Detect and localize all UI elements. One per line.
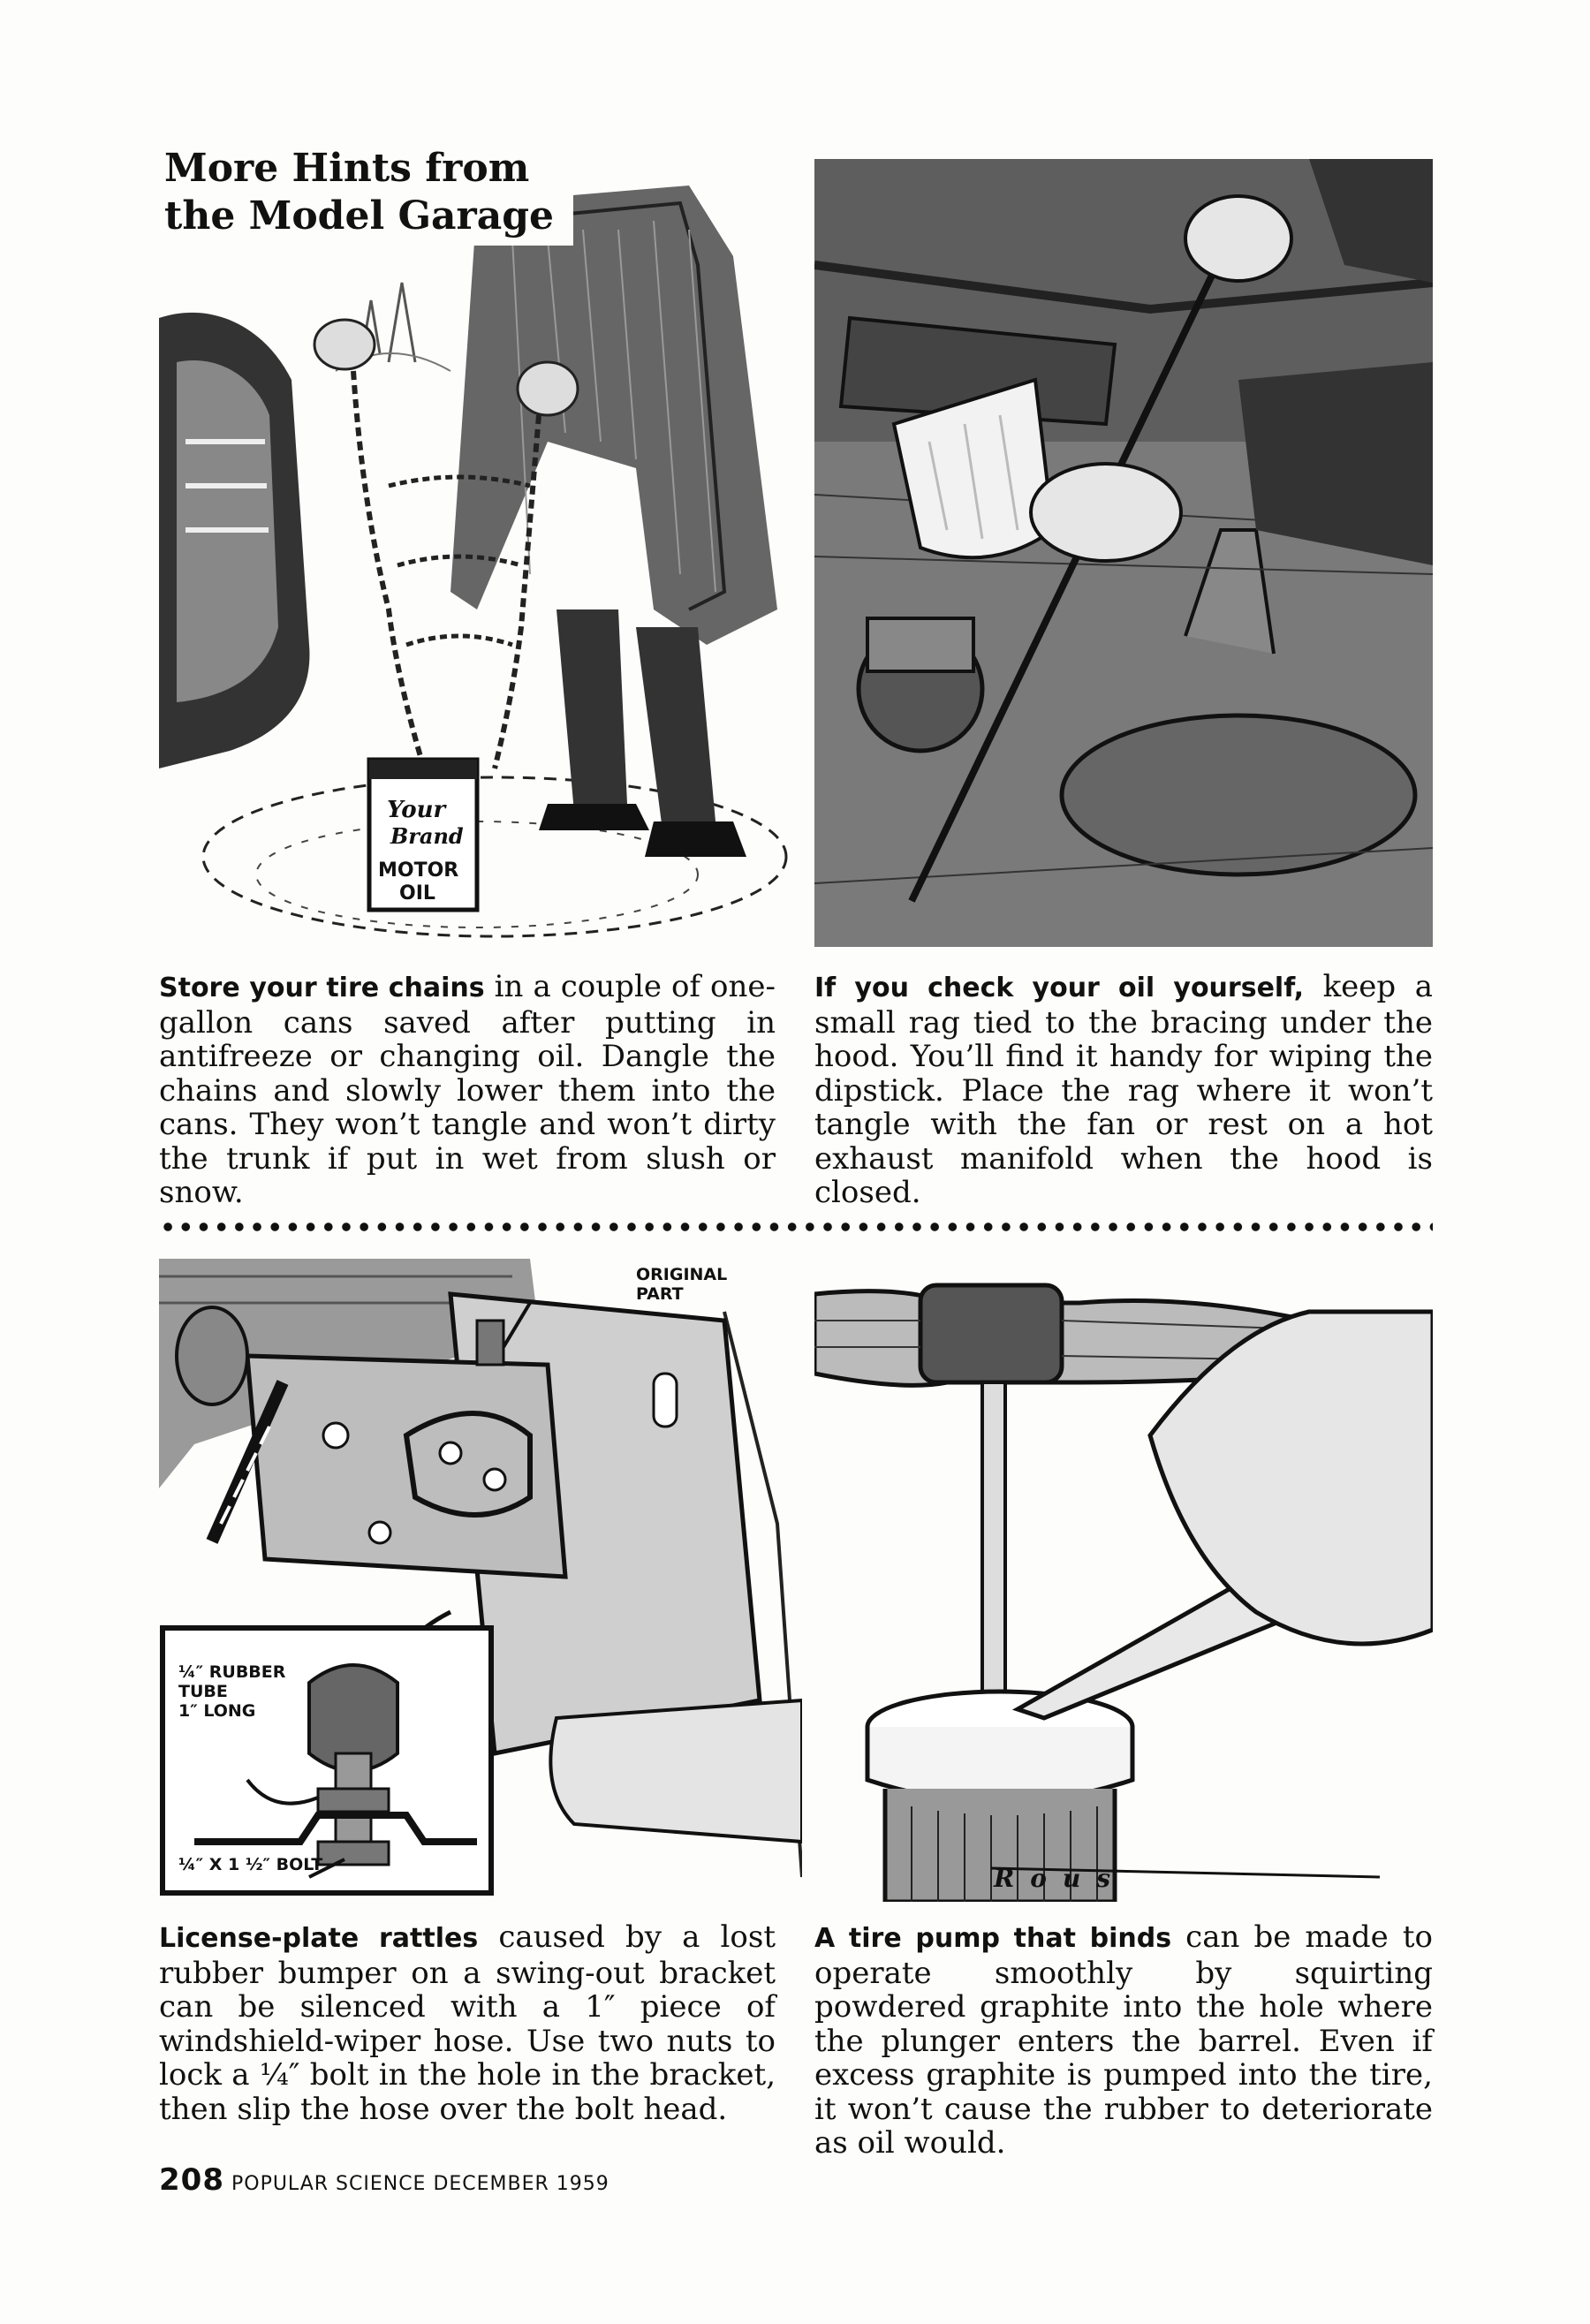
can-label-brand: Brand [390,823,464,849]
can-label-your: Your [387,797,446,823]
license-plate-illustration [159,1259,802,1902]
license-plate-caption [159,1920,776,2126]
page-title-line-2: the Model Garage [164,193,555,238]
license-plate-body: caused by a lost rubber bumper on a swing-out bracket can be silenced with a 1″ piece of windshield-wiper hose. Use two nuts to lock a ¼″ bolt in the hole in the bracket, then slip the hose over the bolt head. [159,1919,776,2127]
tire-pump-caption [814,1920,1433,2161]
can-label-oil: OIL [399,882,435,905]
oil-rag-drawing [814,159,1433,947]
oil-check-body: keep a small rag tied to the bracing under the hood. You’ll find it handy for wiping the dipstick. Place the rag where it won’t tangle with the fan or rest on a hot exhaust manifold when the hood is closed. [814,969,1433,1210]
tire-pump-illustration [814,1259,1433,1902]
publication-line: POPULAR SCIENCE DECEMBER 1959 [231,2173,610,2195]
page-title-line-1: More Hints from [164,146,530,191]
license-plate-lead: License-plate rattles [159,1923,479,1954]
tire-pump-lead: A tire pump that binds [814,1923,1172,1954]
tire-pump-drawing [814,1259,1433,1902]
can-label-motor: MOTOR [378,859,459,882]
original-part-label: ORIGINAL PART [636,1265,728,1304]
bolt-label: ¼″ X 1 ½″ BOLT [178,1855,323,1874]
page-title [159,141,573,246]
dotted-divider [159,1222,1433,1232]
page-footer [159,2162,610,2198]
tire-pump-body: can be made to operate smoothly by squirting powdered graphite into the hole where the plunger enters the barrel. Even if excess graphite is pumped into the tire, it won’t cause the rubber to deteriorate as oil would. [814,1919,1434,2161]
tire-chains-illustration [159,150,802,947]
rubber-tube-label: ¼″ RUBBER TUBE 1″ LONG [178,1662,286,1721]
oil-check-caption [814,970,1433,1210]
tire-chains-drawing [159,150,802,947]
oil-check-lead: If you check your oil yourself, [814,973,1305,1003]
license-plate-drawing [159,1259,802,1902]
oil-rag-illustration [814,159,1433,947]
tire-chains-lead: Store your tire chains [159,973,485,1003]
artist-signature: Rous [994,1864,1127,1893]
tire-chains-caption [159,970,776,1210]
page-number: 208 [159,2162,224,2198]
tire-chains-body: in a couple of one-gallon cans saved after putting in antifreeze or changing oil. Dangle the chains and slowly lower them into the cans. They won’t tangle and won’t dirty the trunk if put in wet from slush or snow. [159,969,776,1210]
